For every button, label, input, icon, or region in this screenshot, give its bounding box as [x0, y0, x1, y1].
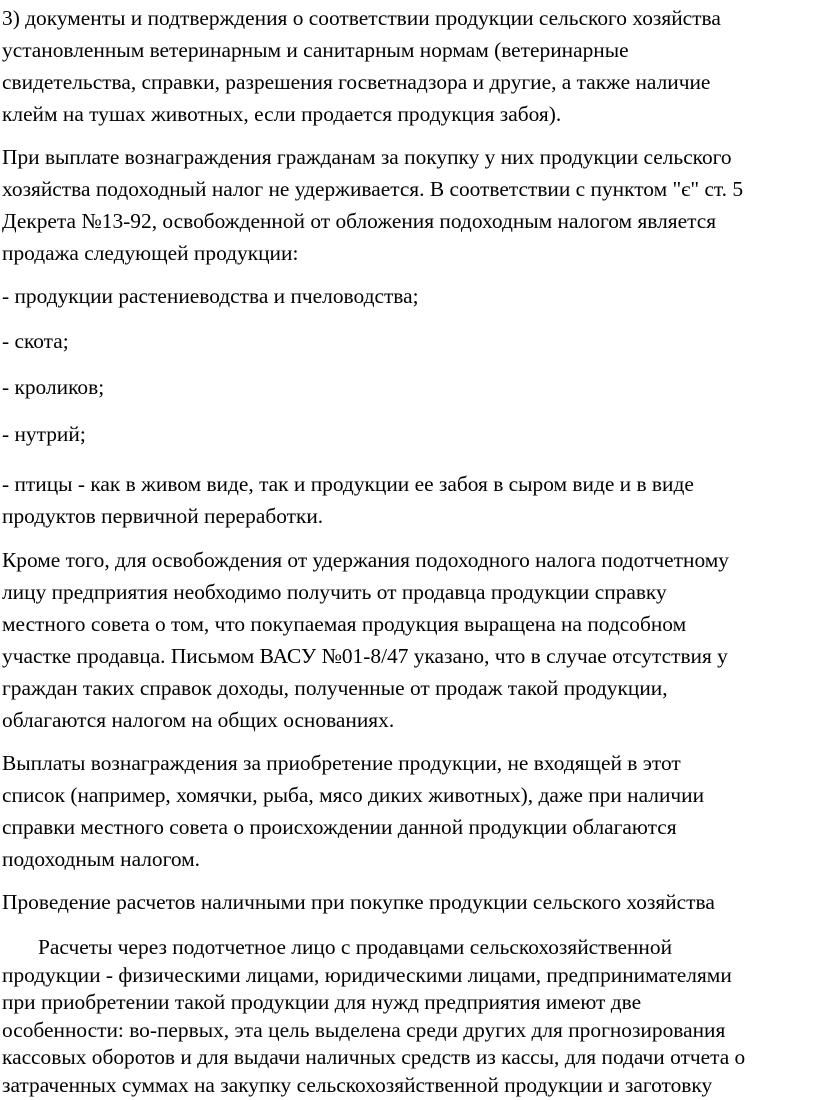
section-heading-cash-settlements: [2, 886, 814, 918]
text-line: установленным ветеринарным и санитарным нормам (ветеринарные: [2, 38, 629, 62]
text-line: лицу предприятия необходимо получить от продавца продукции справку: [2, 580, 667, 604]
text-line: подоходным налогом.: [2, 847, 201, 871]
text-line: Выплаты вознаграждения за приобретение продукции, не входящей в этот: [2, 751, 681, 775]
text-line: При выплате вознаграждения гражданам за покупку у них продукции сельского: [2, 145, 732, 169]
text-line: особенности: во-первых, эта цель выделена среди других для прогнозирования: [2, 1017, 726, 1042]
text-line: - птицы - как в живом виде, так и продукции ее забоя в сыром виде и в виде: [2, 472, 694, 496]
text-line: свидетельства, справки, разрешения госветнадзора и другие, а также наличие: [2, 70, 711, 94]
text-line: - скота;: [2, 329, 69, 353]
list-item-rabbits: [2, 371, 814, 403]
paragraph-veterinary-documents: [2, 2, 814, 130]
text-line: Расчеты через подотчетное лицо с продавцами сельскохозяйственной: [38, 935, 673, 959]
list-item-poultry: [2, 468, 814, 532]
text-line: продуктов первичной переработки.: [2, 504, 324, 528]
text-line: - нутрий;: [2, 422, 86, 446]
list-item-plants-bees: [2, 280, 814, 312]
text-line: список (например, хомячки, рыба, мясо диких животных), даже при наличии: [2, 783, 705, 807]
text-line: затраченных суммах на закупку сельскохозяйственной продукции и заготовку: [2, 1072, 713, 1097]
text-line: продукции - физическими лицами, юридическими лицами, предпринимателями: [2, 962, 732, 987]
text-line: местного совета о том, что покупаемая продукция выращена на подсобном: [2, 612, 687, 636]
text-line: при приобретении такой продукции для нужд предприятия имеют две: [2, 990, 642, 1015]
text-line: 3) документы и подтверждения о соответствии продукции сельского хозяйства: [2, 6, 721, 30]
paragraph-local-council-certificate: [2, 544, 814, 736]
text-line: Кроме того, для освобождения от удержания подоходного налога подотчетному: [2, 548, 729, 572]
paragraph-income-tax-exemption: [2, 141, 814, 269]
text-line: - кроликов;: [2, 375, 105, 399]
list-item-cattle: [2, 325, 814, 357]
list-item-nutria: [2, 418, 814, 450]
text-line: участке продавца. Письмом ВАСУ №01-8/47 указано, что в случае отсутствия у: [2, 644, 728, 668]
text-line: облагаются налогом на общих основаниях.: [2, 708, 395, 732]
text-line: Декрета №13-92, освобожденной от обложения подоходным налогом является: [2, 209, 717, 233]
paragraph-taxable-payments: [2, 747, 814, 875]
text-line: Проведение расчетов наличными при покупке продукции сельского хозяйства: [2, 890, 715, 914]
text-line: - продукции растениеводства и пчеловодства;: [2, 284, 419, 308]
text-line: продажа следующей продукции:: [2, 241, 299, 265]
text-line: клейм на тушах животных, если продается продукция забоя).: [2, 102, 562, 126]
text-line: кассовых оборотов и для выдачи наличных средств из кассы, для подачи отчета о: [2, 1045, 746, 1070]
text-line: хозяйства подоходный налог не удерживается. В соответствии с пунктом "є" ст. 5: [2, 177, 744, 201]
text-line: граждан таких справок доходы, полученные от продаж такой продукции,: [2, 676, 668, 700]
paragraph-accountable-person-settlements: [2, 934, 814, 1100]
text-line: справки местного совета о происхождении данной продукции облагаются: [2, 815, 677, 839]
